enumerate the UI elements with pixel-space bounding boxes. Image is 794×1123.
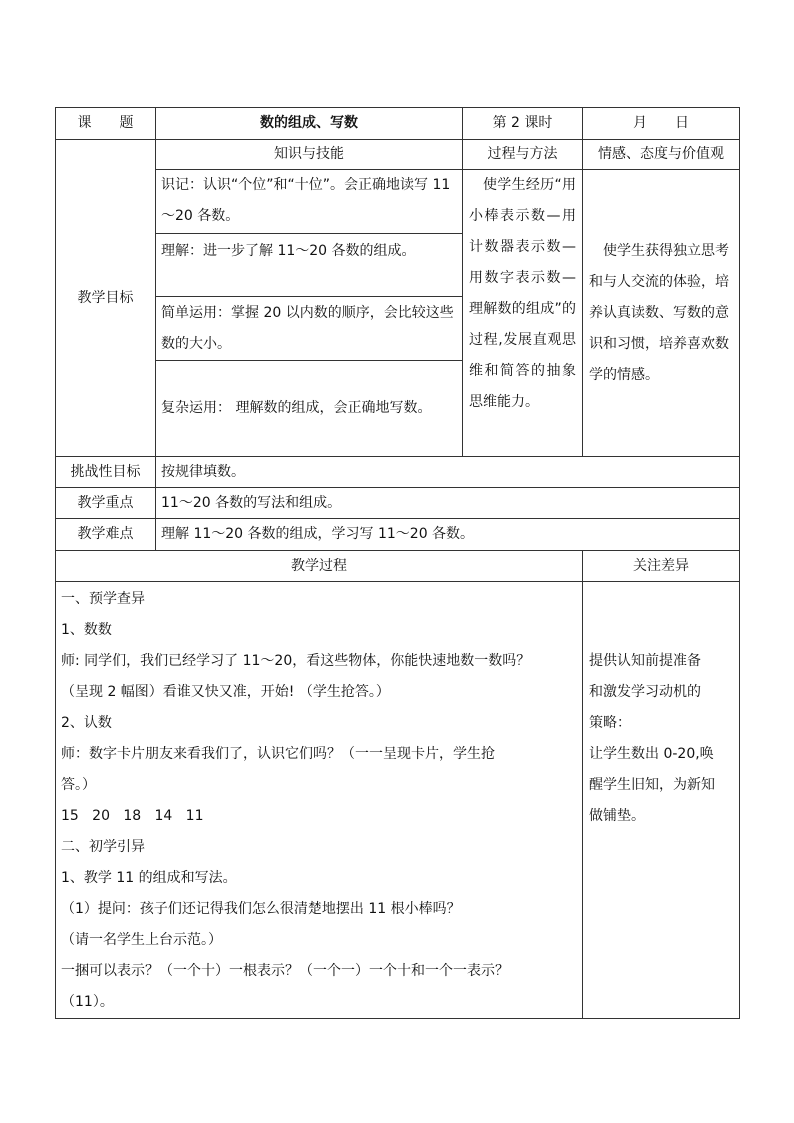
knowledge-item-text: 复杂运用： 理解数的组成，会正确地写数。 <box>161 400 432 416</box>
process-line: 1、数数 <box>61 622 112 638</box>
attitude-header: 情感、态度与价值观 <box>583 140 740 170</box>
process-line: （11）。 <box>61 994 114 1010</box>
difference-body <box>583 582 740 1019</box>
process-line: 师: 同学们，我们已经学习了 11～20，看这些物体，你能快速地数一数吗？ <box>61 653 531 669</box>
lesson-plan-table <box>55 107 740 1019</box>
attitude-paragraph: 使学生获得独立思考和与人交流的体验，培养认真读数、写数的意识和习惯，培养喜欢数学的情感。 <box>589 242 729 383</box>
process-line: 2、认数 <box>61 715 112 731</box>
knowledge-header: 知识与技能 <box>156 140 463 170</box>
difference-line: 让学生数出 0-20,唤 <box>589 746 714 762</box>
process-line: （请一名学生上台示范。） <box>61 932 222 948</box>
knowledge-item-understand <box>156 234 463 297</box>
objectives-label: 教学目标 <box>56 140 156 457</box>
header-row <box>56 108 740 140</box>
knowledge-item-text: 识记：认识“个位”和“十位”。会正确地读写 11～20 各数。 <box>161 177 451 224</box>
focus-row <box>56 488 740 519</box>
challenge-value: 按规律填数。 <box>156 457 740 488</box>
knowledge-item-text: 简单运用：掌握 20 以内数的顺序，会比较这些数的大小。 <box>161 304 454 352</box>
process-line: 二、初学引异 <box>61 839 145 855</box>
difference-line: 和激发学习动机的 <box>589 684 701 700</box>
process-method-paragraph: 使学生经历“用小棒表示数—用计数器表示数—用数字表示数—理解数的组成”的过程,发展直观思维和简答的抽象思维能力。 <box>469 177 576 410</box>
process-body-row <box>56 582 740 1019</box>
process-method-text <box>463 170 583 457</box>
process-line: （呈现 2 幅图）看谁又快又准，开始! （学生抢答。） <box>61 684 390 700</box>
process-line: 15 20 18 14 11 <box>61 808 204 824</box>
lesson-title: 数的组成、写数 <box>156 108 463 140</box>
knowledge-item-complex-apply <box>156 361 463 457</box>
focus-label: 教学重点 <box>56 488 156 519</box>
process-line: 师：数字卡片朋友来看我们了，认识它们吗？（一一呈现卡片，学生抢 <box>61 746 495 762</box>
difference-line: 策略： <box>589 715 631 731</box>
lesson-period: 第 2 课时 <box>463 108 583 140</box>
difficulty-row <box>56 519 740 551</box>
objective-row <box>56 170 740 234</box>
process-line: 答。） <box>61 777 96 793</box>
process-line: 一、预学查异 <box>61 591 145 607</box>
topic-label: 课 题 <box>56 108 156 140</box>
process-line: （1）提问：孩子们还记得我们怎么很清楚地摆出 11 根小棒吗？ <box>61 901 461 917</box>
difference-line: 做铺垫。 <box>589 808 645 824</box>
process-header-row <box>56 551 740 582</box>
focus-value: 11～20 各数的写法和组成。 <box>156 488 740 519</box>
difficulty-value: 理解 11～20 各数的组成，学习写 11～20 各数。 <box>156 519 740 551</box>
difficulty-label: 教学难点 <box>56 519 156 551</box>
difference-line: 提供认知前提准备 <box>589 653 701 669</box>
process-header: 教学过程 <box>56 551 583 582</box>
process-method-header: 过程与方法 <box>463 140 583 170</box>
challenge-label: 挑战性目标 <box>56 457 156 488</box>
difference-header: 关注差异 <box>583 551 740 582</box>
attitude-text <box>583 170 740 457</box>
lesson-date: 月 日 <box>583 108 740 140</box>
knowledge-item-simple-apply <box>156 297 463 361</box>
knowledge-item-recall <box>156 170 463 234</box>
process-line: 1、教学 11 的组成和写法。 <box>61 870 237 886</box>
objectives-header-row <box>56 140 740 170</box>
process-body <box>56 582 583 1019</box>
difference-line: 醒学生旧知，为新知 <box>589 777 715 793</box>
knowledge-item-text: 理解：进一步了解 11～20 各数的组成。 <box>161 243 416 259</box>
process-line: 一捆可以表示？（一个十）一根表示？（一个一）一个十和一个一表示？ <box>61 963 509 979</box>
challenge-row <box>56 457 740 488</box>
